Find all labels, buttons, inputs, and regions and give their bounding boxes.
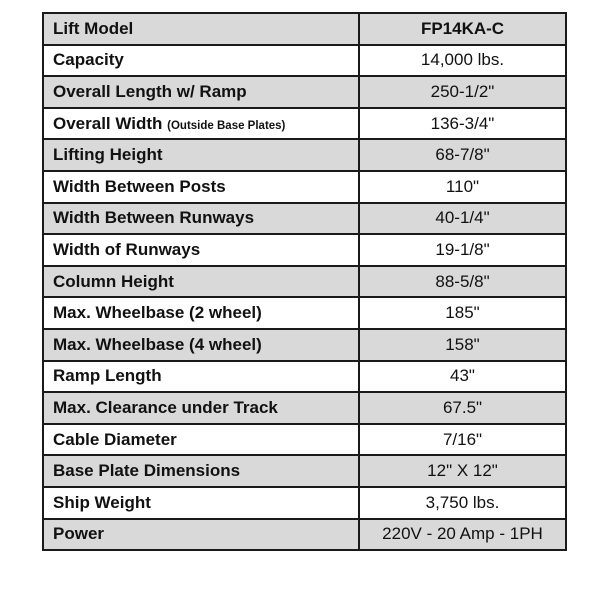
lift-model-value: FP14KA-C bbox=[359, 13, 566, 45]
spec-label-cell bbox=[43, 13, 359, 45]
table-row bbox=[43, 329, 566, 361]
spec-label: Width Between Runways bbox=[53, 208, 255, 228]
table-row bbox=[43, 139, 566, 171]
spec-value: 7/16" bbox=[359, 424, 566, 456]
table-header-row bbox=[43, 13, 566, 45]
spec-table-body bbox=[43, 13, 566, 550]
spec-label: Max. Wheelbase (4 wheel) bbox=[53, 334, 262, 354]
spec-value: 43" bbox=[359, 361, 566, 393]
table-row bbox=[43, 519, 566, 551]
table-row bbox=[43, 361, 566, 393]
spec-value: 136-3/4" bbox=[359, 108, 566, 140]
spec-label: Cable Diameter bbox=[53, 429, 177, 449]
spec-label: Ramp Length bbox=[53, 366, 162, 386]
spec-value: 158" bbox=[359, 329, 566, 361]
spec-value: 14,000 lbs. bbox=[359, 45, 566, 77]
spec-label-cell bbox=[43, 297, 359, 329]
spec-value: 250-1/2" bbox=[359, 76, 566, 108]
spec-label-cell bbox=[43, 361, 359, 393]
spec-value: 3,750 lbs. bbox=[359, 487, 566, 519]
spec-label-cell bbox=[43, 424, 359, 456]
spec-value: 12" X 12" bbox=[359, 455, 566, 487]
spec-label: Capacity bbox=[53, 50, 124, 70]
spec-value: 110" bbox=[359, 171, 566, 203]
spec-value: 40-1/4" bbox=[359, 203, 566, 235]
table-row bbox=[43, 487, 566, 519]
table-row bbox=[43, 171, 566, 203]
spec-label: Lift Model bbox=[53, 18, 134, 38]
spec-label-note: (Outside Base Plates) bbox=[167, 119, 286, 132]
spec-label: Max. Wheelbase (2 wheel) bbox=[53, 303, 262, 323]
spec-label: Column Height bbox=[53, 271, 174, 291]
spec-label: Max. Clearance under Track bbox=[53, 397, 278, 417]
spec-value: 68-7/8" bbox=[359, 139, 566, 171]
table-row bbox=[43, 108, 566, 140]
spec-value: 88-5/8" bbox=[359, 266, 566, 298]
spec-label-cell bbox=[43, 139, 359, 171]
spec-label-cell bbox=[43, 45, 359, 77]
spec-value: 185" bbox=[359, 297, 566, 329]
spec-label: Power bbox=[53, 524, 105, 544]
table-row bbox=[43, 297, 566, 329]
table-row bbox=[43, 266, 566, 298]
spec-label-cell bbox=[43, 108, 359, 140]
table-row bbox=[43, 424, 566, 456]
spec-label-cell bbox=[43, 203, 359, 235]
spec-label: Ship Weight bbox=[53, 492, 151, 512]
spec-label: Base Plate Dimensions bbox=[53, 461, 241, 481]
spec-label: Width Between Posts bbox=[53, 176, 226, 196]
spec-label: Lifting Height bbox=[53, 145, 163, 165]
spec-value: 19-1/8" bbox=[359, 234, 566, 266]
spec-label-cell bbox=[43, 487, 359, 519]
table-row bbox=[43, 45, 566, 77]
spec-label-cell bbox=[43, 392, 359, 424]
spec-label: Width of Runways bbox=[53, 239, 201, 259]
spec-label-cell bbox=[43, 171, 359, 203]
table-row bbox=[43, 76, 566, 108]
spec-table bbox=[42, 12, 567, 551]
spec-value: 220V - 20 Amp - 1PH bbox=[359, 519, 566, 551]
spec-label-cell bbox=[43, 266, 359, 298]
spec-label-cell bbox=[43, 455, 359, 487]
table-row bbox=[43, 234, 566, 266]
spec-label-cell bbox=[43, 519, 359, 551]
table-row bbox=[43, 392, 566, 424]
spec-label-cell bbox=[43, 329, 359, 361]
spec-label-cell bbox=[43, 234, 359, 266]
table-row bbox=[43, 455, 566, 487]
spec-value: 67.5" bbox=[359, 392, 566, 424]
spec-label: Overall Width bbox=[53, 113, 168, 133]
table-row bbox=[43, 203, 566, 235]
spec-label: Overall Length w/ Ramp bbox=[53, 81, 247, 101]
spec-label-cell bbox=[43, 76, 359, 108]
